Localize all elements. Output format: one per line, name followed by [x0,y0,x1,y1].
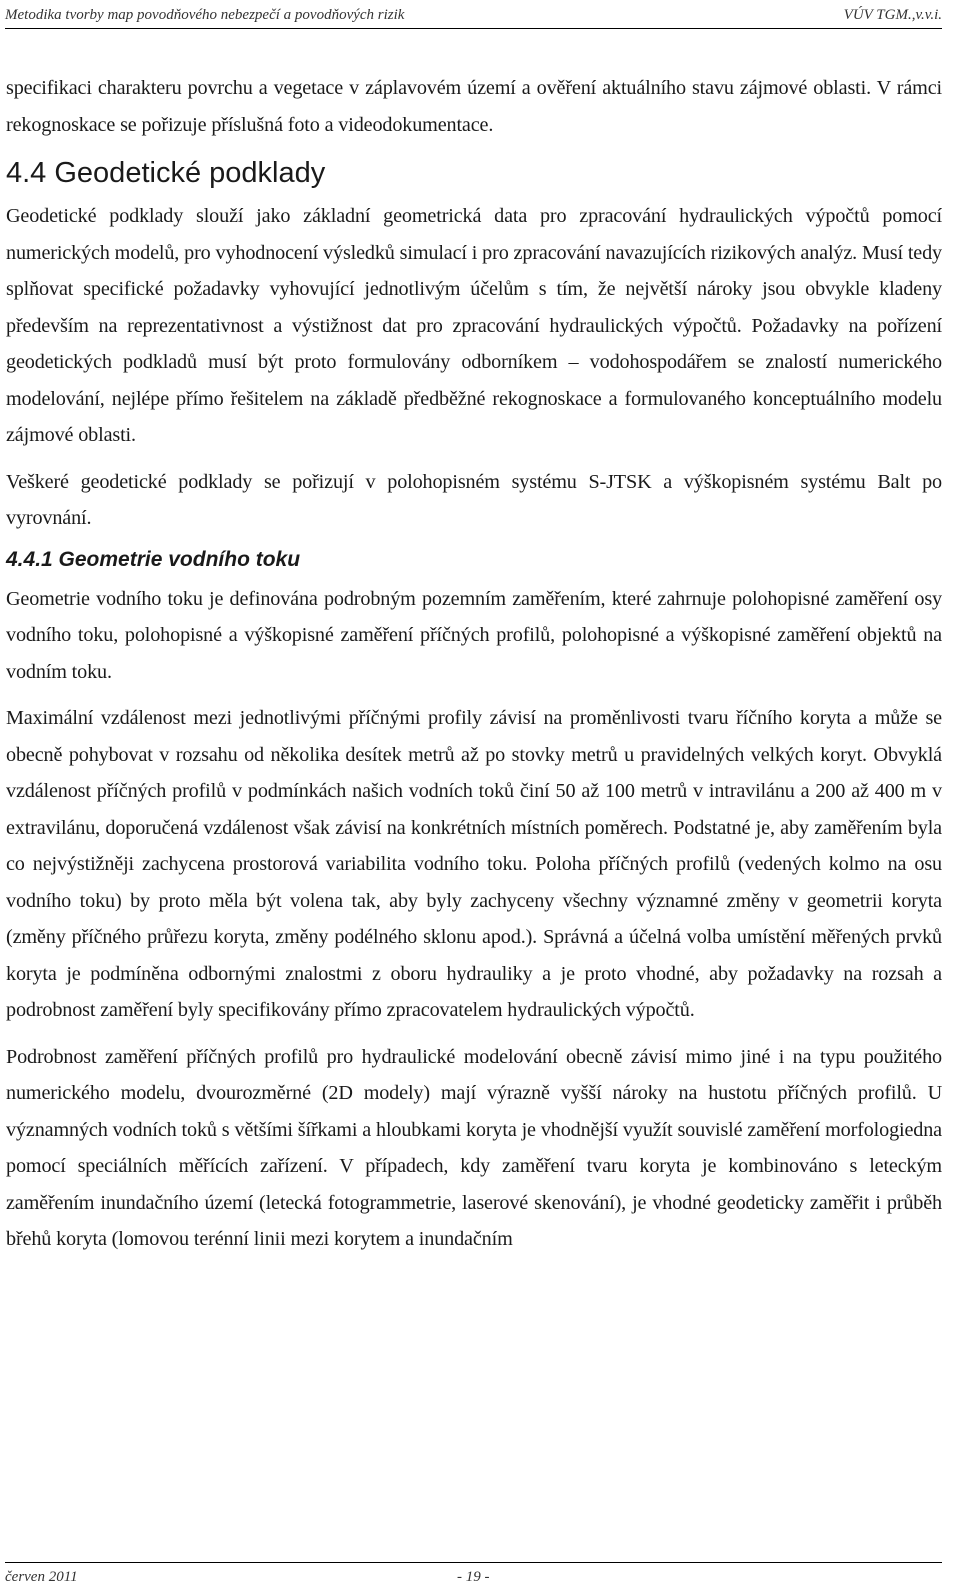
paragraph: Geodetické podklady slouží jako základní geometrická data pro zpracování hydraulických výpočtů pomocí numerických modelů, pro vyhodnocení výsledků simulací i pro zpracování navazujících rizikových analýz. Musí tedy splňovat specifické požadavky vyhovující jednotlivým účelům s tím, že největší nároky jsou obvykle kladeny především na reprezentativnost a výstižnost dat pro zpracování hydraulických výpočtů. Požadavky na pořízení geodetických podkladů musí být proto formulovány odborníkem – vodohospodářem se znalostí numerického modelování, nejlépe přímo řešitelem na základě předběžné rekognoskace a formulovaného konceptuálního modelu zájmové oblasti. [6,205,942,446]
page-header [5,4,942,29]
section-heading-4-4: 4.4 Geodetické podklady [6,157,326,189]
paragraph: Podrobnost zaměření příčných profilů pro hydraulické modelování obecně závisí mimo jiné i na typu použitého numerického modelu, dvourozměrné (2D modely) mají výrazně vyšší nároky na hustotu příčných profilů. U významných vodních toků s většími šířkami a hloubkami koryta je vhodnější využít souvislé zaměření morfologiedna pomocí speciálních měřících zařízení. V případech, kdy zaměření tvaru koryta je kombinováno s leteckým zaměřením inundačního území (letecká fotogrammetrie, laserové skenování), je vhodné geodeticky zaměřit i průběh břehů koryta (lomovou terénní linii mezi korytem a inundačním [6,1045,942,1250]
page-footer [5,1562,942,1591]
organization-name: VÚV TGM.,v.v.i. [843,7,942,23]
paragraph: Veškeré geodetické podklady se pořizují v polohopisném systému S-JTSK a výškopisném systému Balt po vyrovnání. [6,470,942,529]
page-number: - 19 - [457,1569,490,1585]
intro-paragraph: specifikaci charakteru povrchu a vegetace v záplavovém území a ověření aktuálního stavu zájmové oblasti. V rámci rekognoskace se pořizuje příslušná foto a videodokumentace. [6,77,942,136]
paragraph: Maximální vzdálenost mezi jednotlivými příčnými profily závisí na proměnlivosti tvaru říčního koryta a může se obecně pohybovat v rozsahu od několika desítek metrů až po stovky metrů u pravidelných velkých koryt. Obvyklá vzdálenost příčných profilů v podmínkách našich vodních toků činí 50 až 100 metrů v intravilánu a 200 až 400 m v extravilánu, doporučená vzdálenost však závisí na konkrétních místních poměrech. Podstatné je, aby zaměřením byla co nejvýstižněji zachycena prostorová variabilita vodního toku. Poloha příčných profilů (vedených kolmo na osu vodního toku) by proto měla být volena tak, aby byly zachyceny všechny významné změny v geometrii koryta (změny příčného průřezu koryta, změny podélného sklonu apod.). Správná a účelná volba umístění měřených prvků koryta je podmíněna odbornými znalostmi z oboru hydrauliky a je proto vhodné, aby požadavky na rozsah a podrobnost zaměření byly specifikovány přímo zpracovatelem hydraulických výpočtů. [6,707,942,1021]
footer-date: červen 2011 [5,1569,78,1585]
section-heading-4-4-1: 4.4.1 Geometrie vodního toku [6,547,301,571]
document-title: Metodika tvorby map povodňového nebezpečí a povodňových rizik [5,7,405,23]
page-body [6,70,942,1258]
paragraph: Geometrie vodního toku je definována podrobným pozemním zaměřením, které zahrnuje polohopisné zaměření osy vodního toku, polohopisné a výškopisné zaměření příčných profilů, polohopisné a výškopisné zaměření objektů na vodním toku. [6,587,942,683]
